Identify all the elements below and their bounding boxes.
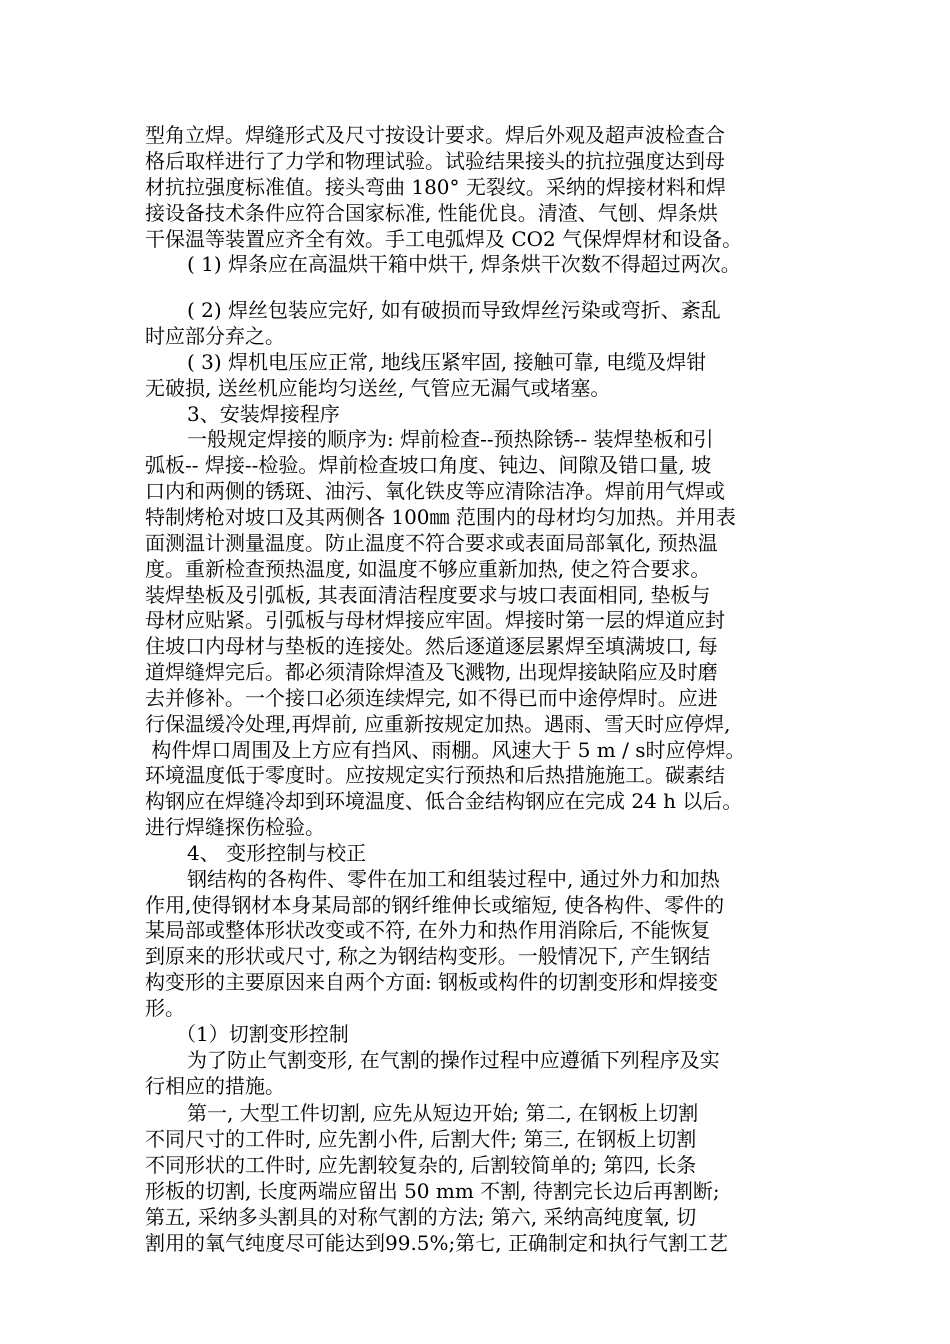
text-line: ( 2) 焊丝包装应完好, 如有破损而导致焊丝污染或弯折、紊乱 [187,298,721,322]
subsection-heading: （1）切割变形控制 [176,1022,349,1046]
text-line: 形板的切割, 长度两端应留出 50 mm 不割, 待割完长边后再割断; [145,1179,720,1203]
text-line: 格后取样进行了力学和物理试验。试验结果接头的抗拉强度达到母 [145,149,725,173]
text-line: 住坡口内母材与垫板的连接处。然后逐道逐层累焊至填满坡口, 每 [145,634,718,658]
text-line: 接设备技术条件应符合国家标准, 性能优良。清渣、气刨、焊条烘 [145,201,718,225]
text-line: 第五, 采纳多头割具的对称气割的方法; 第六, 采纳高纯度氧, 切 [145,1205,697,1229]
text-line: 去并修补。一个接口必须连续焊完, 如不得已而中途停焊时。应进 [145,686,718,710]
text-line: 不同尺寸的工件时, 应先割小件, 后割大件; 第三, 在钢板上切割 [145,1127,697,1151]
text-line: 母材应贴紧。引弧板与母材焊接应牢固。焊接时第一层的焊道应封 [145,608,725,632]
text-line: 一般规定焊接的顺序为: 焊前检查--预热除锈-- 装焊垫板和引 [187,427,714,451]
text-line: 进行焊缝探伤检验。 [145,815,325,839]
text-line: 弧板-- 焊接--检验。焊前检查坡口角度、钝边、间隙及错口量, 坡 [145,453,712,477]
text-line: 第一, 大型工件切割, 应先从短边开始; 第二, 在钢板上切割 [187,1101,699,1125]
text-line: 口内和两侧的锈斑、油污、氧化铁皮等应清除洁净。焊前用气焊或 [145,479,725,503]
text-line: 行保温缓冷处理,再焊前, 应重新按规定加热。遇雨、雪天时应停焊, [145,712,731,736]
text-line: 到原来的形状或尺寸, 称之为钢结构变形。一般情况下, 产生钢结 [145,944,711,968]
text-line: 行相应的措施。 [145,1074,285,1098]
text-line: 时应部分弃之。 [145,324,285,348]
text-line: 道焊缝焊完后。都必须清除焊渣及飞溅物, 出现焊接缺陷应及时磨 [145,660,718,684]
section-heading: 4、 变形控制与校正 [187,841,367,865]
text-line: 形。 [145,996,185,1020]
section-heading: 3、安装焊接程序 [187,402,340,426]
text-line: ( 3) 焊机电压应正常, 地线压紧牢固, 接触可靠, 电缆及焊钳 [187,350,707,374]
text-line: 特制烤枪对坡口及其两侧各 100㎜ 范围内的母材均匀加热。并用表 [145,505,736,529]
text-line: 为了防止气割变形, 在气割的操作过程中应遵循下列程序及实 [187,1048,720,1072]
text-line: ( 1) 焊条应在高温烘干箱中烘干, 焊条烘干次数不得超过两次。 [187,252,741,276]
text-line: 构件焊口周围及上方应有挡风、雨棚。风速大于 5 m / s时应停焊。 [145,738,746,762]
text-line: 钢结构的各构件、零件在加工和组装过程中, 通过外力和加热 [187,867,720,891]
text-line: 型角立焊。焊缝形式及尺寸按设计要求。焊后外观及超声波检查合 [145,123,725,147]
text-line: 割用的氧气纯度尽可能达到99.5%;第七, 正确制定和执行气割工艺 [145,1231,728,1255]
text-line: 环境温度低于零度时。应按规定实行预热和后热措施施工。碳素结 [145,763,725,787]
text-line: 度。重新检查预热温度, 如温度不够应重新加热, 使之符合要求。 [145,557,711,581]
text-line: 无破损, 送丝机应能均匀送丝, 气管应无漏气或堵塞。 [145,376,611,400]
text-line: 装焊垫板及引弧板, 其表面清洁程度要求与坡口表面相同, 垫板与 [145,583,711,607]
text-line: 构变形的主要原因来自两个方面: 钢板或构件的切割变形和焊接变 [145,970,719,994]
text-line: 作用,使得钢材本身某局部的钢纤维伸长或缩短, 使各构件、零件的 [145,893,725,917]
text-line: 某局部或整体形状改变或不符, 在外力和热作用消除后, 不能恢复 [145,918,711,942]
text-line: 干保温等装置应齐全有效。手工电弧焊及 CO2 气保焊焊材和设备。 [145,227,743,251]
text-line: 构钢应在焊缝冷却到环境温度、低合金结构钢应在完成 24 h 以后。 [145,789,743,813]
text-line: 面测温计测量温度。防止温度不符合要求或表面局部氧化, 预热温 [145,531,718,555]
text-line: 材抗拉强度标准值。接头弯曲 180° 无裂纹。采纳的焊接材料和焊 [145,175,726,199]
text-line: 不同形状的工件时, 应先割较复杂的, 后割较简单的; 第四, 长条 [145,1153,697,1177]
